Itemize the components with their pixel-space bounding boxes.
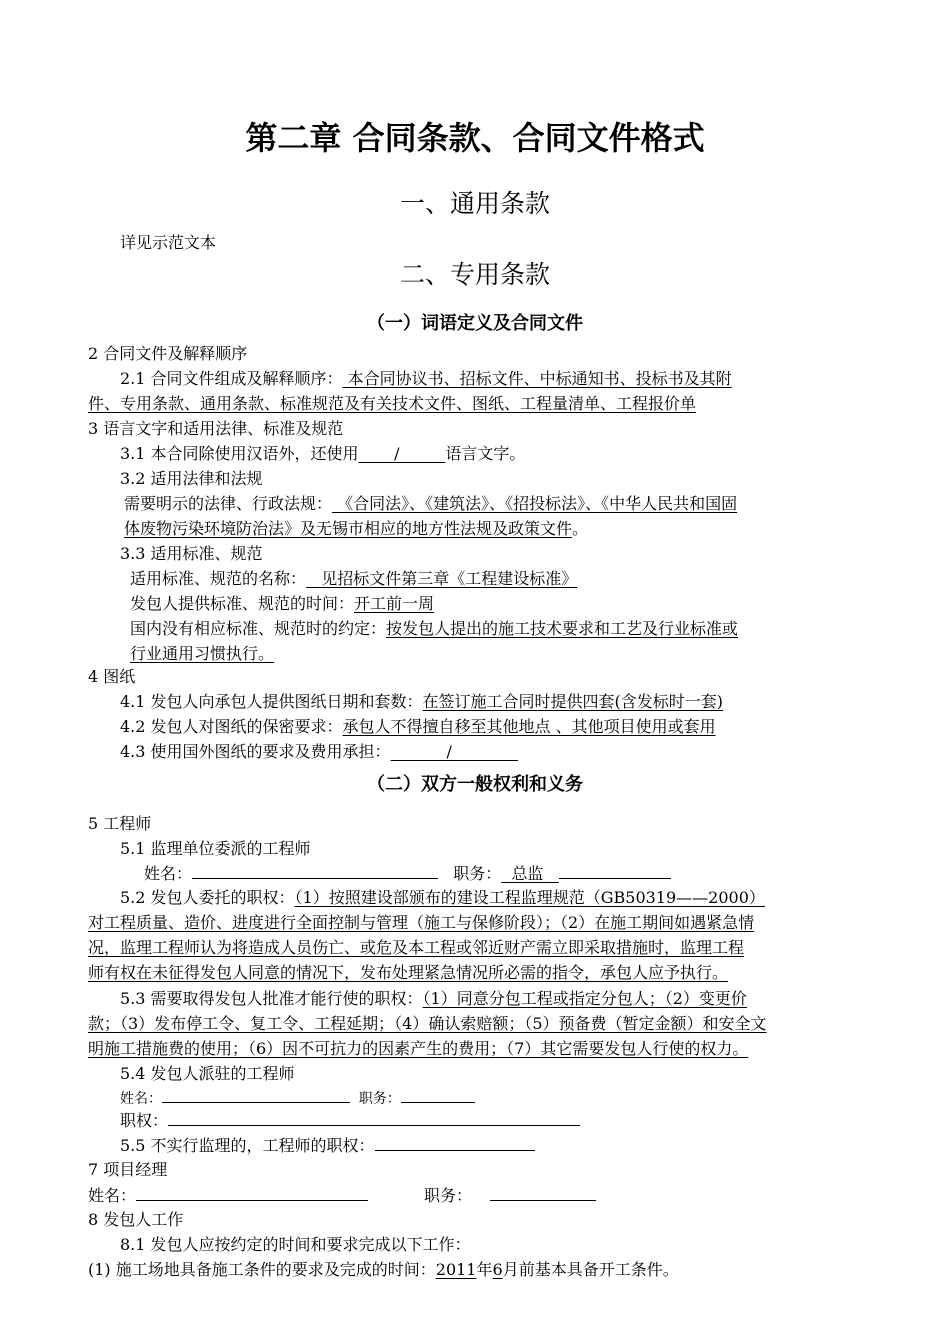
- clause-2-1-value: 本合同协议书、招标文件、中标通知书、投标书及其附: [347, 369, 732, 388]
- clause-3-3-none-value: 按发包人提出的施工技术要求和工艺及行业标准或: [386, 619, 739, 638]
- clause-5-2-value-cont-2: 况，监理工程师认为将造成人员伤亡、或危及本工程或邻近财产需立即采取措施时，监理工程: [88, 938, 745, 957]
- clause-3-3-none: 国内没有相应标准、规范时的约定：按发包人提出的施工技术要求和工艺及行业标准或: [130, 619, 739, 638]
- clause-7-heading: 7 项目经理: [88, 1160, 168, 1179]
- clause-3-3-name: 适用标准、规范的名称： 见招标文件第三章《工程建设标准》: [130, 569, 578, 588]
- clause-3-3-none-value-cont: 行业通用习惯执行。: [130, 644, 275, 663]
- item-1-year: 2011: [435, 1260, 477, 1279]
- clause-7-fields: 姓名： 职务：: [88, 1183, 596, 1208]
- clause-5-3: 5.3 需要取得发包人批准才能行使的职权：（1）同意分包工程或指定分包人；（2）变更价: [120, 989, 747, 1008]
- clause-3-1-value: /: [394, 444, 400, 463]
- clause-5-3-value-cont-2: 明施工措施费的使用；（6）因不可抗力的因素产生的费用；（7）其它需要发包人行使的权力。: [88, 1039, 749, 1058]
- general-terms-note: 详见示范文本: [120, 233, 217, 252]
- part-rights-obligations-title: （二）双方一般权利和义务: [367, 774, 583, 795]
- clause-8-1-label: 8.1 发包人应按约定的时间和要求完成以下工作：: [120, 1235, 471, 1254]
- clause-5-5: 5.5 不实行监理的，工程师的职权：: [120, 1133, 535, 1158]
- clause-2-1-value-cont: 件、专用条款、通用条款、标准规范及有关技术文件、图纸、工程量清单、工程报价单: [88, 394, 697, 413]
- part-definitions-title: （一）词语定义及合同文件: [367, 313, 583, 334]
- clause-8-heading: 8 发包人工作: [88, 1210, 184, 1229]
- clause-5-5-blank: [375, 1133, 535, 1151]
- clause-3-2-label: 3.2 适用法律和法规: [120, 469, 263, 488]
- clause-5-4-name-blank: [162, 1088, 350, 1103]
- clause-5-heading: 5 工程师: [88, 814, 152, 833]
- clause-4-2: 4.2 发包人对图纸的保密要求：承包人不得擅自移至其他地点 、其他项目使用或套用: [120, 717, 716, 736]
- clause-5-1-duty-value: 总监: [511, 864, 544, 883]
- clause-5-4-power: 职权：: [120, 1109, 580, 1133]
- clause-4-1-value: 在签订施工合同时提供四套(含发标时一套): [422, 692, 724, 711]
- clause-5-3-value-cont-1: 款；（3）发布停工令、复工令、工程延期；（4）确认索赔额；（5）预备费（暂定金额）和安全文: [88, 1014, 767, 1033]
- clause-5-2-value-cont-3: 师有权在未征得发包人同意的情况下，发布处理紧急情况所必需的指令，承包人应予执行。: [88, 963, 729, 982]
- section-general-terms-title: 一、通用条款: [399, 189, 550, 218]
- clause-5-1-fields: 姓名： 职务： 总监: [144, 861, 671, 886]
- clause-4-3: 4.3 使用国外图纸的要求及费用承担： /: [120, 740, 518, 764]
- clause-3-3-time: 发包人提供标准、规范的时间：开工前一周: [130, 594, 435, 613]
- clause-5-2: 5.2 发包人委托的职权：（1）按照建设部颁布的建设工程监理规范（GB50319——2000）: [120, 888, 765, 907]
- clause-5-1-name-blank: [192, 861, 438, 879]
- clause-3-3-label: 3.3 适用标准、规范: [120, 544, 263, 563]
- clause-7-name-blank: [136, 1183, 368, 1201]
- clause-5-1-label: 5.1 监理单位委派的工程师: [120, 839, 311, 858]
- clause-3-2-laws-cont: 体废物污染环境防治法》及无锡市相应的地方性法规及政策文件。: [124, 519, 589, 538]
- clause-3-heading: 3 语言文字和适用法律、标准及规范: [88, 419, 344, 438]
- clause-5-4-fields: 姓名： 职务：: [120, 1087, 475, 1111]
- section-special-terms-title: 二、专用条款: [399, 260, 550, 289]
- clause-3-2-laws: 需要明示的法律、行政法规： 《合同法》、《建筑法》、《招投标法》、《中华人民共和国固: [124, 494, 738, 513]
- clause-2-1: [120, 367, 732, 391]
- chapter-title: 第二章 合同条款、合同文件格式: [245, 119, 705, 157]
- clause-4-1: 4.1 发包人向承包人提供图纸日期和套数：在签订施工合同时提供四套(含发标时一套): [120, 692, 724, 711]
- clause-4-heading: 4 图纸: [88, 667, 136, 686]
- clause-4-3-value: /: [446, 742, 452, 761]
- clause-5-2-value-cont-1: 对工程质量、造价、进度进行全面控制与管理（施工与保修阶段）；（2）在施工期间如遇紧急情: [88, 913, 755, 932]
- clause-3-3-time-value: 开工前一周: [354, 594, 435, 613]
- clause-5-3-value: （1）同意分包工程或指定分包人；（2）变更价: [422, 989, 747, 1008]
- item-1-month: 6: [492, 1260, 503, 1279]
- clause-2-1-label: 2.1 合同文件组成及解释顺序：: [120, 369, 343, 388]
- clause-2-heading: 2 合同文件及解释顺序: [88, 344, 248, 363]
- clause-3-3-name-value: 见招标文件第三章《工程建设标准》: [321, 569, 578, 588]
- clause-5-2-value: （1）按照建设部颁布的建设工程监理规范（GB50319——2000）: [294, 888, 765, 907]
- clause-7-duty-blank: [490, 1183, 596, 1201]
- clause-3-1: 3.1 本合同除使用汉语外，还使用 / 语言文字。: [120, 444, 526, 463]
- clause-5-4-label: 5.4 发包人派驻的工程师: [120, 1064, 295, 1083]
- clause-5-4-duty-blank: [401, 1088, 475, 1103]
- clause-8-1-item-1: (1) 施工场地具备施工条件的要求及完成的时间：2011年6月前基本具备开工条件。: [88, 1260, 679, 1279]
- clause-4-2-value: 承包人不得擅自移至其他地点 、其他项目使用或套用: [342, 717, 716, 736]
- clause-5-4-power-blank: [168, 1110, 580, 1126]
- clause-3-2-laws-value: 《合同法》、《建筑法》、《招投标法》、《中华人民共和国固: [337, 494, 738, 513]
